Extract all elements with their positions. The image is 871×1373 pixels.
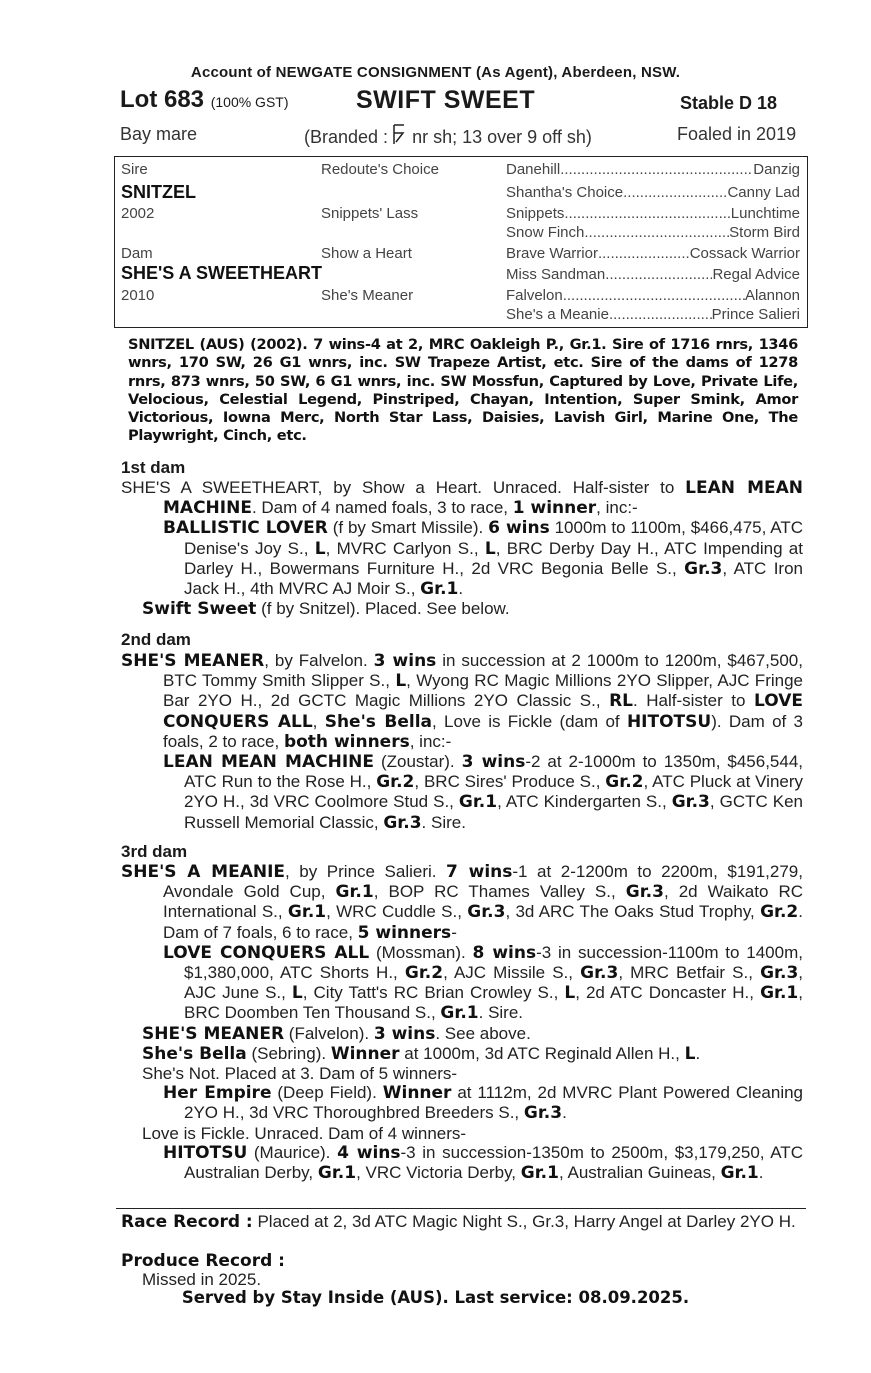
sire-year: 2002	[121, 205, 155, 222]
gen3-entry: Danehill ..... Danzig	[506, 161, 800, 178]
brand-description: (Branded : nr sh; 13 over 9 off sh)	[304, 124, 592, 148]
brand-mark-icon	[391, 124, 407, 146]
dam-year: 2010	[121, 287, 155, 304]
gen3-entry: Brave Warrior ..... Cossack Warrior	[506, 245, 800, 262]
section-heading: 3rd dam	[121, 842, 188, 861]
section-heading: 2nd dam	[121, 630, 191, 649]
gen3-entry: Miss Sandman ..... Regal Advice	[506, 266, 800, 283]
foaled-year: Foaled in 2019	[677, 124, 797, 144]
sire-summary: SNITZEL (AUS) (2002). 7 wins-4 at 2, MRC Oakleigh P., Gr.1. Sire of 1716 rnrs, 1346 wnrs, 170 SW, 26 G1 wnrs, inc. SW Trapeze Artist, etc. Sire of the dams of 1278 rnrs, 873 wnrs, 50 SW, 6 G1 wnrs, inc. SW Mossfun, Captured by Love, Private Life, Velocious, Celestial Legend, Pinstriped, Chayan, Intention, Super Smink, Amor Victorious, Iowna Merc, North Star Lass, Daisies, Lavish Girl, Marine One, The Playwright, Cinch, etc.	[128, 336, 798, 445]
dam-2-paragraph: SHE'S MEANER, by Falvelon. 3 wins in succession at 2 1000m to 1200m, $467,500, BTC Tommy Smith Slipper S., L, Wyong RC Magic Millions 2YO Slipper, AJC Fringe Bar 2YO H., 2d GCTC Magic Millions 2YO Classic S., RL. Half-sister to LOVE CONQUERS ALL, She's Bella, Love is Fickle (dam of HITOTSU). Dam of 3 foals, 2 to race, both winners, inc:- LEAN MEAN MACHINE (Zoustar). 3 wins-2 at 2-1000m to 1350m, $456,544, ATC Run to the Rose H., Gr.2, BRC Sires' Produce S., Gr.2, ATC Pluck at Vinery 2YO H., 3d VRC Coolmore Stud S., Gr.1, ATC Kindergarten S., Gr.3, GCTC Ken Russell Memorial Classic, Gr.3. Sire.	[121, 651, 804, 833]
consignor-line: Account of NEWGATE CONSIGNMENT (As Agent), Aberdeen, NSW.	[190, 64, 681, 81]
stable-location: Stable D 18	[680, 93, 778, 113]
sire-sire: Redoute's Choice	[321, 161, 439, 178]
gen3-entry: Snippets ..... Lunchtime	[506, 205, 800, 222]
lot-number: Lot 683 (100% GST)	[120, 86, 289, 113]
produce-record-text: Missed in 2025.	[142, 1270, 262, 1289]
dam-3-paragraph: SHE'S A MEANIE, by Prince Salieri. 7 wins-1 at 2-1200m to 2200m, $191,279, Avondale Gold Cup, Gr.1, BOP RC Thames Valley S., Gr.3, 2d Waikato RC International S., Gr.1, WRC Cuddle S., Gr.3, 3d ARC The Oaks Stud Trophy, Gr.2. Dam of 7 foals, 6 to race, 5 winners- LOVE CONQUERS ALL (Mossman). 8 wins-3 in succession-1100m to 1400m, $1,380,000, ATC Shorts H., Gr.2, AJC Missile S., Gr.3, MRC Betfair S., Gr.3, AJC June S., L, City Tatt's RC Brian Crowley S., L, 2d ATC Doncaster H., Gr.1, BRC Doomben Ten Thousand S., Gr.1. Sire. SHE'S MEANER (Falvelon). 3 wins. See above. She's Bella (Sebring). Winner at 1000m, 3d ATC Reginald Allen H., L. She's Not. Placed at 3. Dam of 5 winners- Her Empire (Deep Field). Winner at 1112m, 2d MVRC Plant Powered Cleaning 2YO H., 3d VRC Thoroughbred Breeders S., Gr.3. Love is Fickle. Unraced. Dam of 4 winners- HITOTSU (Maurice). 4 wins-3 in succession-1350m to 2500m, $3,179,250, ATC Australian Derby, Gr.1, VRC Victoria Derby, Gr.1, Australian Guineas, Gr.1.	[121, 862, 804, 1184]
divider	[116, 1208, 806, 1209]
section-heading: 1st dam	[121, 458, 186, 477]
gen3-entry: She's a Meanie ..... Prince Salieri	[506, 306, 800, 323]
sire-dam: Snippets' Lass	[321, 205, 419, 222]
gen3-entry: Falvelon ..... Alannon	[506, 287, 800, 304]
dam-sire: Show a Heart	[321, 245, 412, 262]
produce-record-label: Produce Record :	[121, 1251, 285, 1271]
horse-sex-colour: Bay mare	[120, 124, 198, 144]
dam-name: SHE'S A SWEETHEART	[121, 263, 322, 283]
service-note: Served by Stay Inside (AUS). Last service: 08.09.2025.	[181, 1288, 690, 1307]
sire-label: Sire	[121, 161, 148, 178]
gen3-entry: Snow Finch ..... Storm Bird	[506, 224, 800, 241]
pedigree-table	[114, 156, 808, 328]
dam-1-paragraph: SHE'S A SWEETHEART, by Show a Heart. Unraced. Half-sister to LEAN MEAN MACHINE. Dam of 4 named foals, 3 to race, 1 winner, inc:- BALLISTIC LOVER (f by Smart Missile). 6 wins 1000m to 1100m, $466,475, ATC Denise's Joy S., L, MVRC Carlyon S., L, BRC Derby Day H., ATC Impending at Darley H., Bowermans Furniture H., 2d VRC Begonia Belle S., Gr.3, ATC Iron Jack H., 4th MVRC AJ Moir S., Gr.1. Swift Sweet (f by Snitzel). Placed. See below.	[121, 478, 803, 620]
gst-note: (100% GST)	[210, 94, 289, 110]
race-record: Race Record : Placed at 2, 3d ATC Magic Night S., Gr.3, Harry Angel at Darley 2YO H.	[121, 1212, 796, 1232]
sire-name: SNITZEL	[121, 182, 196, 202]
dam-label: Dam	[121, 245, 153, 262]
dam-dam: She's Meaner	[321, 287, 414, 304]
gen3-entry: Shantha's Choice ..... Canny Lad	[506, 184, 800, 201]
horse-name: SWIFT SWEET	[356, 86, 536, 114]
